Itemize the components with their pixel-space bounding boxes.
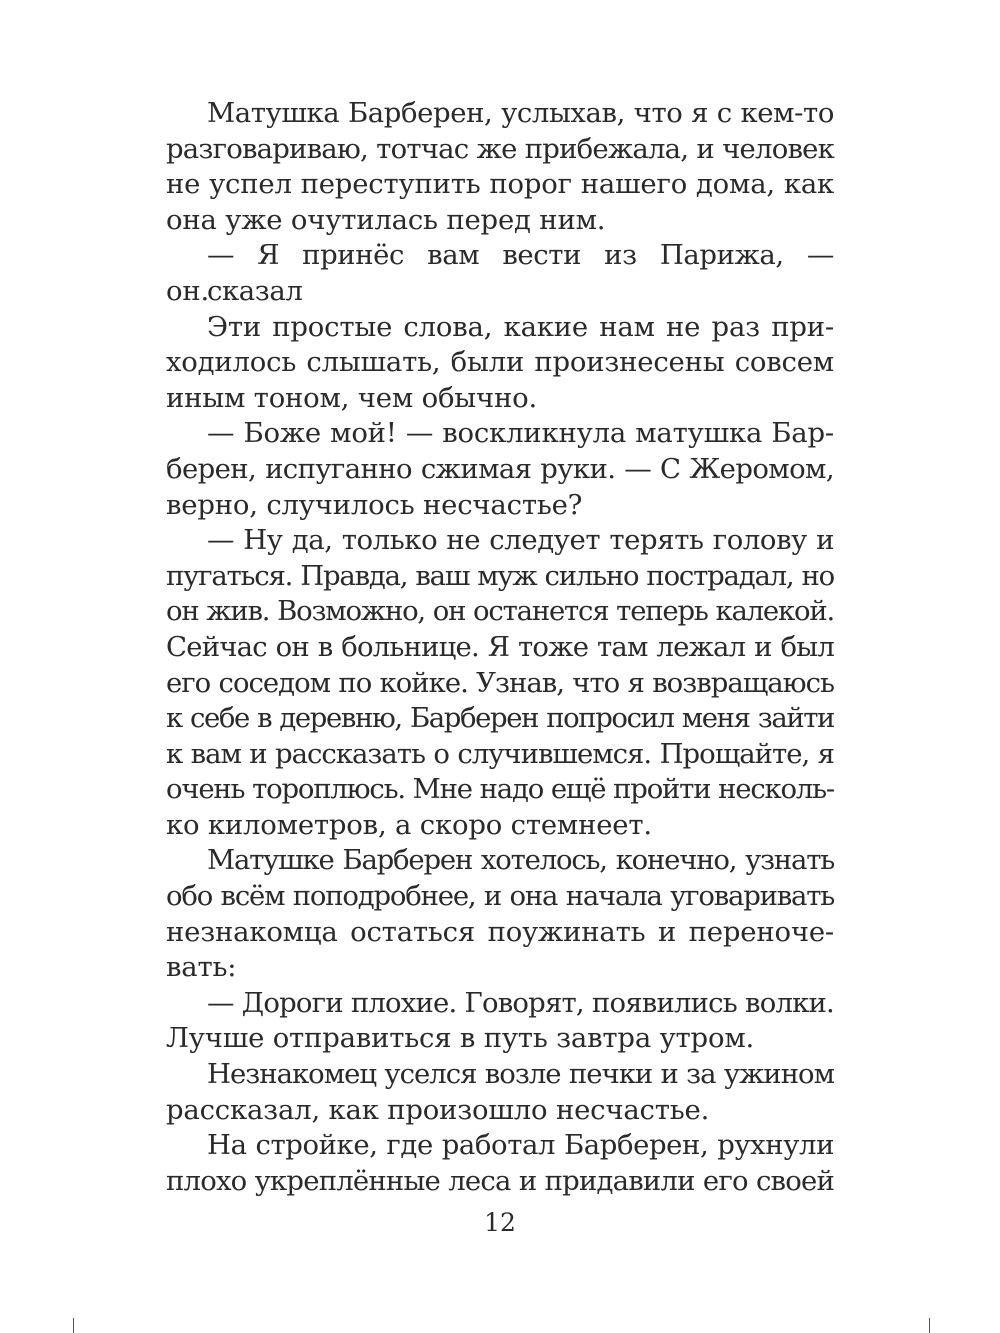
body-text	[166, 96, 834, 1199]
text-line: — Ну да, только не следует терять голову и	[207, 524, 834, 557]
text-line: — Дороги плохие. Говорят, появились волки.	[207, 986, 834, 1019]
text-line: он.	[166, 274, 210, 307]
text-line: плохо укреплённые леса и придавили его своей	[166, 1164, 834, 1197]
text-line: ко километров, а скоро стемнеет.	[166, 808, 652, 841]
text-line: рассказал, как произошло несчастье.	[166, 1093, 710, 1126]
text-line: Незнакомец уселся возле печки и за ужином	[207, 1058, 834, 1091]
crop-mark-right	[929, 1318, 930, 1333]
text-line: Эти простые слова, какие нам не раз при-	[207, 310, 834, 343]
text-line: она уже очутилась перед ним.	[166, 203, 606, 236]
crop-mark-left	[73, 1318, 74, 1333]
text-line: его соседом по койке. Узнав, что я возвращаюсь	[166, 666, 834, 699]
text-line: берен, испуганно сжимая руки. — С Жеромом,	[166, 452, 834, 485]
text-line: ходилось слышать, были произнесены совсем	[166, 346, 834, 379]
text-line: не успел переступить порог нашего дома, как	[166, 168, 834, 201]
text-line: Матушка Барберен, услыхав, что я с кем-то	[207, 97, 834, 129]
text-line: — Боже мой! — воскликнула матушка Бар-	[207, 417, 834, 450]
text-line: Матушке Барберен хотелось, конечно, узнать	[207, 844, 834, 877]
text-line: вать:	[166, 951, 237, 984]
text-line: очень тороплюсь. Мне надо ещё пройти несколь-	[166, 773, 834, 806]
text-line: пугаться. Правда, ваш муж сильно пострадал, но	[166, 559, 834, 592]
text-line: к вам и рассказать о случившемся. Прощайте, я	[166, 737, 834, 770]
text-line: он жив. Возможно, он останется теперь калекой.	[166, 595, 834, 628]
text-line: На стройке, где работал Барберен, рухнули	[207, 1129, 834, 1162]
text-line: разговариваю, тотчас же прибежала, и человек	[166, 132, 834, 165]
text-line: Лучше отправиться в путь завтра утром.	[166, 1022, 755, 1055]
text-line: верно, случилось несчастье?	[166, 488, 583, 521]
text-line: иным тоном, чем обычно.	[166, 381, 538, 414]
text-line: Сейчас он в больнице. Я тоже там лежал и был	[166, 630, 834, 663]
text-line: незнакомца остаться поужинать и переноче-	[166, 915, 834, 948]
text-line: — Я принёс вам вести из Парижа, — сказал	[207, 239, 834, 307]
page-number: 12	[484, 1208, 516, 1237]
text-line: обо всём поподробнее, и она начала уговаривать	[166, 880, 834, 913]
text-line: к себе в деревню, Барберен попросил меня зайти	[166, 702, 834, 735]
